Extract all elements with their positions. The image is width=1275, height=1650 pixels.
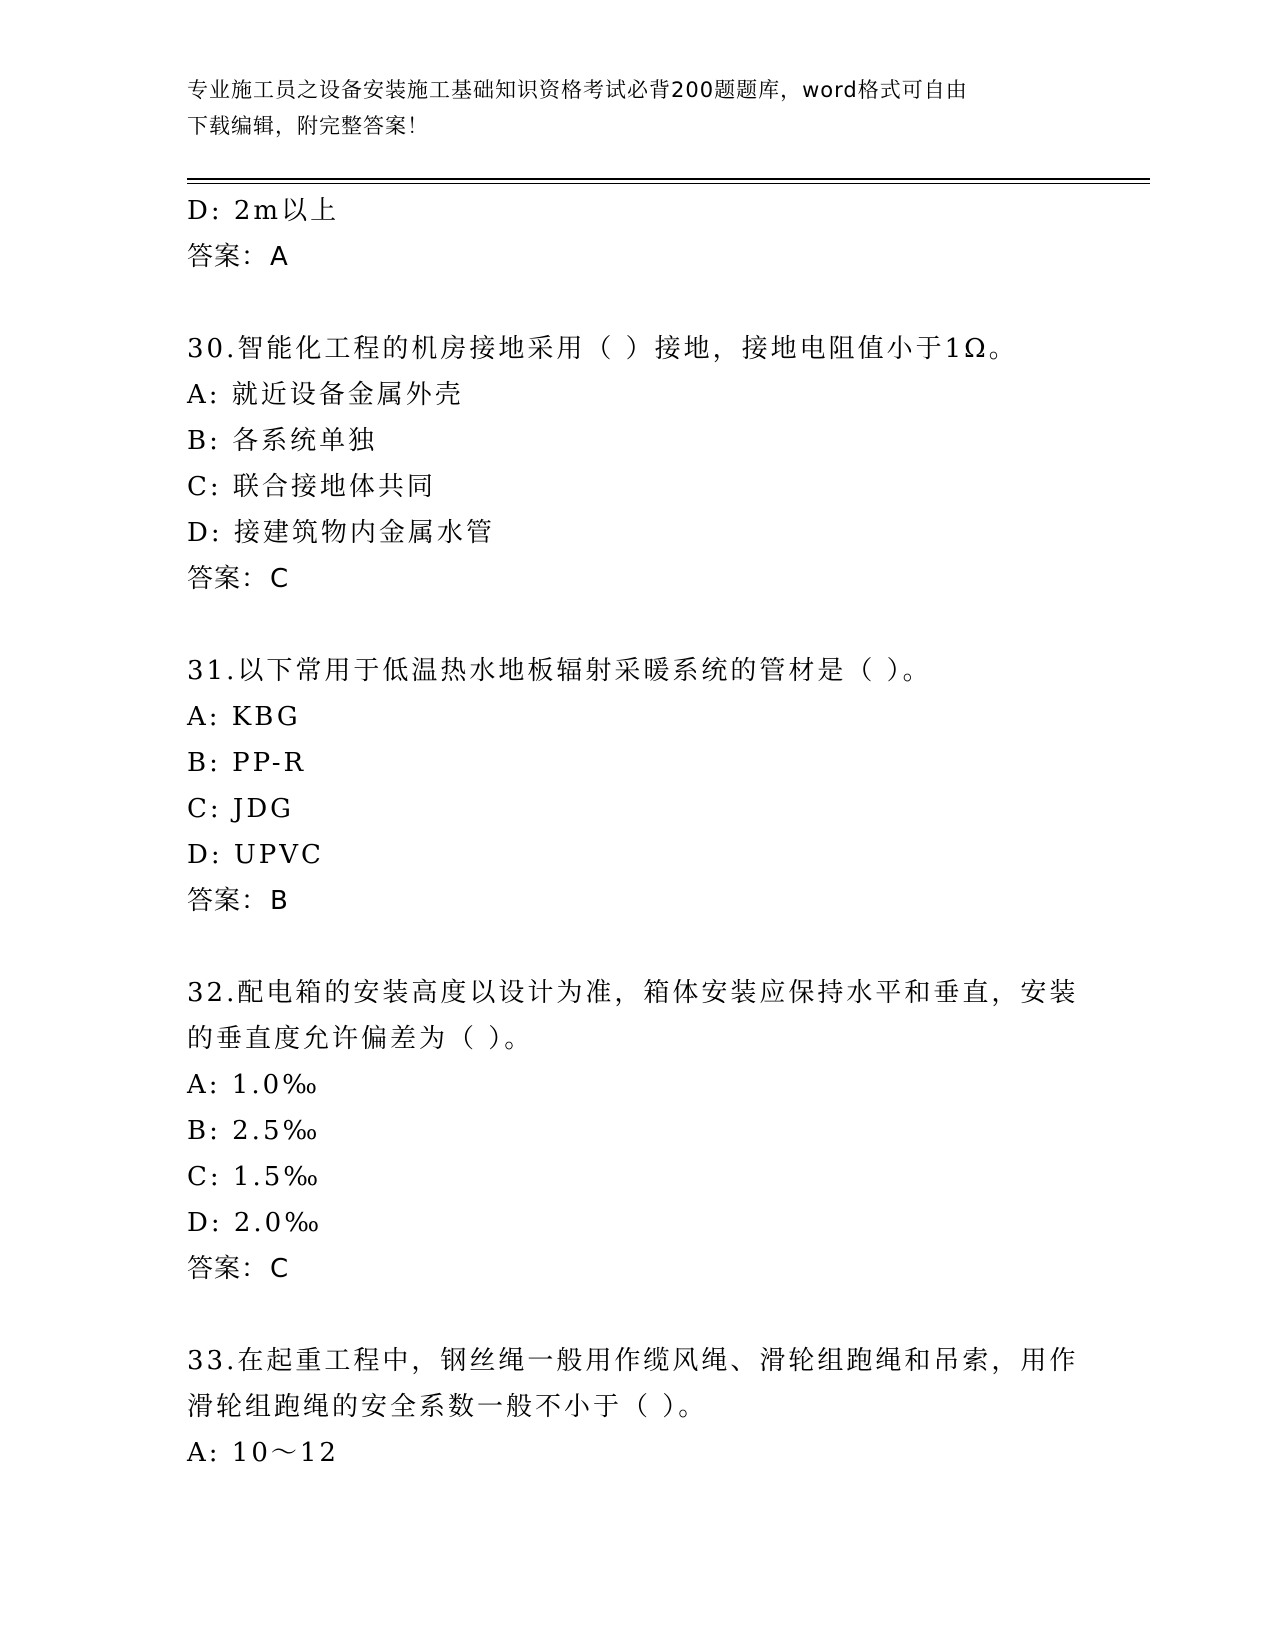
option-a: A: 就近设备金属外壳 — [187, 380, 464, 410]
spacer — [187, 924, 1087, 970]
question-32 — [187, 970, 1087, 1292]
spacer — [187, 1292, 1087, 1338]
answer-value: C — [270, 1254, 290, 1284]
answer-label: 答案： — [187, 886, 269, 916]
option-a: A: 1.0‰ — [187, 1070, 321, 1100]
document-header — [187, 72, 1087, 144]
answer-line — [187, 556, 1087, 602]
answer-line — [187, 1246, 1087, 1292]
answer-label: 答案： — [187, 1254, 269, 1284]
option-d: D: UPVC — [187, 840, 324, 870]
answer-value: B — [270, 886, 289, 916]
option-d: D: 2.0‰ — [187, 1208, 323, 1238]
question-30 — [187, 326, 1087, 602]
question-33 — [187, 1338, 1087, 1476]
header-rule-thick — [187, 178, 1150, 180]
answer-value: C — [270, 564, 290, 594]
option-a: A: 10～12 — [187, 1438, 339, 1468]
answer-label: 答案： — [187, 564, 269, 594]
question-31 — [187, 648, 1087, 924]
option-a: A: KBG — [187, 702, 301, 732]
header-line-1: 专业施工员之设备安装施工基础知识资格考试必背200题题库，word格式可自由 — [187, 78, 968, 102]
option-b: B: 2.5‰ — [187, 1116, 321, 1146]
option-d: D: 接建筑物内金属水管 — [187, 518, 495, 548]
header-rule-thin — [187, 183, 1150, 184]
question-stem-line-1: 32.配电箱的安装高度以设计为准，箱体安装应保持水平和垂直，安装 — [187, 978, 1079, 1008]
answer-label: 答案： — [187, 242, 269, 272]
answer-line — [187, 234, 1087, 280]
question-list — [187, 188, 1087, 1476]
option-d: D: 2m以上 — [187, 196, 340, 226]
header-line-2: 下载编辑，附完整答案！ — [187, 114, 429, 138]
question-stem-line-1: 33.在起重工程中，钢丝绳一般用作缆风绳、滑轮组跑绳和吊索，用作 — [187, 1346, 1079, 1376]
option-b: B: 各系统单独 — [187, 426, 378, 456]
option-b: B: PP-R — [187, 748, 307, 778]
option-c: C: JDG — [187, 794, 294, 824]
question-stem-line-2: 滑轮组跑绳的安全系数一般不小于（ ）。 — [187, 1392, 708, 1422]
question-stem: 31.以下常用于低温热水地板辐射采暖系统的管材是（ ）。 — [187, 656, 932, 686]
question-stem: 30.智能化工程的机房接地采用（ ）接地，接地电阻值小于1Ω。 — [187, 334, 1018, 364]
answer-value: A — [270, 242, 289, 272]
answer-line — [187, 878, 1087, 924]
option-c: C: 1.5‰ — [187, 1162, 322, 1192]
spacer — [187, 602, 1087, 648]
spacer — [187, 280, 1087, 326]
option-c: C: 联合接地体共同 — [187, 472, 436, 502]
question-stem-line-2: 的垂直度允许偏差为（ ）。 — [187, 1024, 534, 1054]
